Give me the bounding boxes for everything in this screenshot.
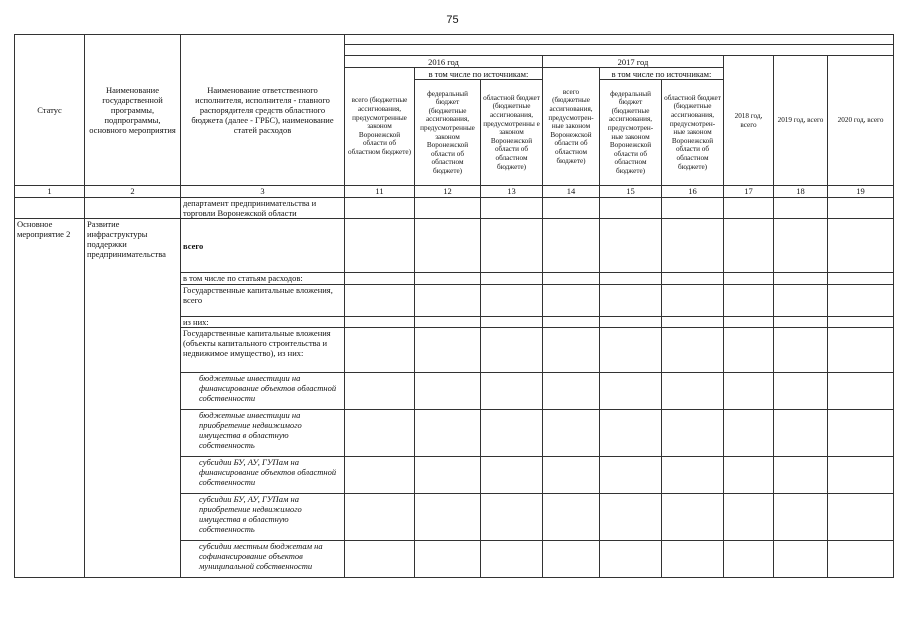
header-program: Наименование государственной программы, подпрограммы, основного мероприятия	[85, 35, 181, 186]
column-number: 14	[543, 186, 600, 198]
column-number: 15	[600, 186, 662, 198]
status-cell: Основное мероприятие 2	[15, 219, 85, 578]
header-2018: 2018 год, всего	[724, 56, 774, 186]
header-incl-sources-2017: в том числе по источникам:	[600, 68, 724, 80]
header-total-2017: всего (бюджетные ассигнования, предусмотрен-ные законом Воронежской области об областном бюджете)	[543, 68, 600, 186]
column-number: 16	[662, 186, 724, 198]
item-cell: бюджетные инвестиции на приобретение недвижимого имущества в областную собственность	[181, 410, 345, 457]
header-federal-2016: федеральный бюджет (бюджетные ассигнования, предусмотренные законом Воронежской области об областном бюджете)	[415, 80, 481, 186]
item-cell: субсидии местным бюджетам на софинансирование объектов муниципальной собственности	[181, 541, 345, 578]
item-cell: субсидии БУ, АУ, ГУПам на приобретение недвижимого имущества в областную собственность	[181, 494, 345, 541]
header-status: Статус	[15, 35, 85, 186]
header-incl-sources-2016: в том числе по источникам:	[415, 68, 543, 80]
column-number: 3	[181, 186, 345, 198]
column-number: 18	[774, 186, 828, 198]
table-row	[15, 198, 894, 219]
by-items-cell: в том числе по статьям расходов:	[181, 273, 345, 285]
column-number: 17	[724, 186, 774, 198]
header-regional-2016: областной бюджет (бюджетные ассигнования, предусмотренны е законом Воронежской области об областном бюджете)	[481, 80, 543, 186]
department-cell: департамент предпринимательства и торговли Воронежской области	[181, 198, 345, 219]
column-number: 13	[481, 186, 543, 198]
of-which-cell: из них:	[181, 317, 345, 328]
header-federal-2017: федеральный бюджет (бюджетные ассигнования, предусмотрен-ные законом Воронежской области об областном бюджете)	[600, 80, 662, 186]
page-number: 75	[446, 14, 459, 26]
total-cell: всего	[181, 219, 345, 273]
column-number: 11	[345, 186, 415, 198]
column-number: 1	[15, 186, 85, 198]
item-cell: бюджетные инвестиции на финансирование объектов областной собственности	[181, 373, 345, 410]
program-cell: Развитие инфраструктуры поддержки предпринимательства	[85, 219, 181, 578]
header-2019: 2019 год, всего	[774, 56, 828, 186]
budget-table	[14, 34, 894, 578]
item-cell: субсидии БУ, АУ, ГУПам на финансирование объектов областной собственности	[181, 457, 345, 494]
column-number: 2	[85, 186, 181, 198]
column-numbers-row	[15, 186, 894, 198]
capital-total-cell: Государственные капитальные вложения, всего	[181, 285, 345, 317]
header-executor: Наименование ответственного исполнителя, исполнителя - главного распорядителя средств областного бюджета (далее - ГРБС), наименование статей расходов	[181, 35, 345, 186]
column-number: 12	[415, 186, 481, 198]
header-blank-top	[345, 35, 894, 45]
header-total-2016: всего (бюджетные ассигнования, предусмотренные законом Воронежской области об областном бюджете)	[345, 68, 415, 186]
header-blank-second	[345, 45, 894, 56]
table-row	[15, 219, 894, 273]
header-2020: 2020 год, всего	[828, 56, 894, 186]
column-number: 19	[828, 186, 894, 198]
capital-objects-cell: Государственные капитальные вложения (объекты капитального строительства и недвижимое имущество), из них:	[181, 328, 345, 373]
header-regional-2017: областной бюджет (бюджетные ассигнования, предусмотрен-ные законом Воронежской области об областном бюджете)	[662, 80, 724, 186]
header-year-2016: 2016 год	[345, 56, 543, 68]
header-year-2017: 2017 год	[543, 56, 724, 68]
